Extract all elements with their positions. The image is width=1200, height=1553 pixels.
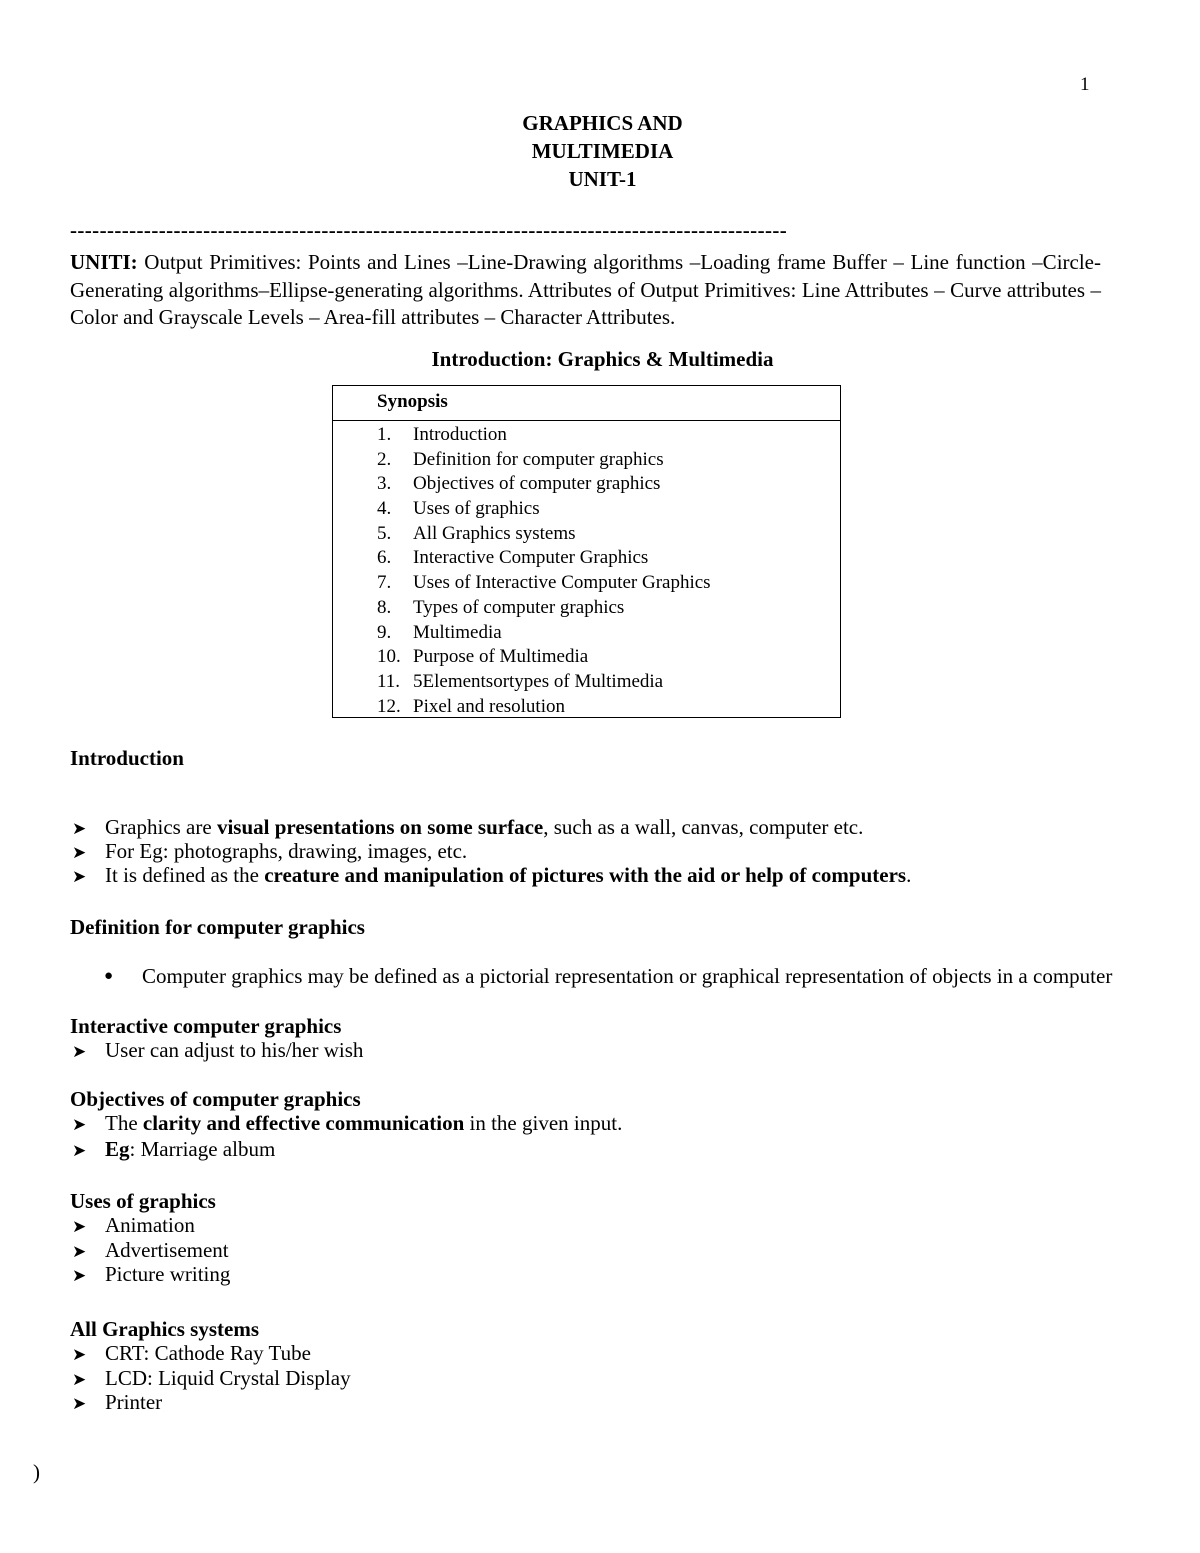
- list-item: [333, 695, 840, 720]
- item-text: Picture writing: [105, 1262, 231, 1286]
- item-text: CRT: Cathode Ray Tube: [105, 1341, 311, 1365]
- item-number: 2.: [377, 448, 392, 470]
- list-item: [72, 1366, 351, 1391]
- list-item: [72, 1213, 195, 1238]
- item-bold-text: Eg: [105, 1137, 130, 1161]
- list-item: [333, 497, 840, 522]
- synopsis-list: [333, 423, 840, 719]
- arrow-bullet-icon: ➤: [72, 1042, 87, 1061]
- footer-mark: ): [33, 1460, 40, 1484]
- list-item: [333, 472, 840, 497]
- item-bold-text: visual presentations on some surface: [216, 815, 544, 839]
- item-text: Animation: [105, 1213, 195, 1237]
- list-item: [72, 839, 467, 864]
- item-text: 5Elementsortypes of Multimedia: [413, 670, 664, 692]
- item-number: 8.: [377, 596, 392, 618]
- list-item: [72, 863, 911, 888]
- item-text: It is defined as the: [105, 863, 265, 887]
- arrow-bullet-icon: ➤: [72, 1217, 87, 1236]
- arrow-bullet-icon: ➤: [72, 1345, 87, 1364]
- item-number: 7.: [377, 572, 392, 594]
- list-item: [72, 1111, 622, 1136]
- arrow-bullet-icon: ➤: [72, 819, 87, 838]
- list-item: [72, 1238, 229, 1263]
- list-item: [72, 1137, 275, 1162]
- list-item: [333, 645, 840, 670]
- item-number: 3.: [377, 473, 392, 495]
- item-text: Introduction: [413, 424, 507, 445]
- unit-syllabus: [70, 249, 1101, 332]
- item-number: 9.: [377, 621, 392, 643]
- doc-title-line-1: GRAPHICS AND: [522, 111, 683, 135]
- item-number: 4.: [377, 498, 392, 520]
- arrow-bullet-icon: ➤: [72, 867, 87, 886]
- list-item: [72, 1341, 311, 1366]
- introduction-heading: Introduction: [70, 746, 184, 770]
- separator-line: -------------------------------------------------------------------------------------------------: [70, 218, 788, 240]
- uses-heading: Uses of graphics: [70, 1189, 216, 1213]
- list-item: [333, 621, 840, 646]
- list-item: [72, 1262, 230, 1287]
- doc-title-line-3: UNIT-1: [568, 167, 637, 191]
- list-item: [333, 596, 840, 621]
- doc-title-line-2: MULTIMEDIA: [531, 139, 674, 163]
- synopsis-table: [332, 385, 841, 718]
- item-text: LCD: Liquid Crystal Display: [105, 1366, 351, 1390]
- item-text: Pixel and resolution: [413, 695, 565, 717]
- item-text: , such as a wall, canvas, computer etc.: [543, 815, 864, 839]
- item-text: Purpose of Multimedia: [413, 646, 589, 668]
- arrow-bullet-icon: ➤: [72, 1115, 87, 1134]
- list-item: [72, 1390, 162, 1415]
- list-item: [333, 448, 840, 473]
- objectives-heading: Objectives of computer graphics: [70, 1087, 361, 1111]
- arrow-bullet-icon: ➤: [72, 1242, 87, 1261]
- syllabus-text: Output Primitives: Points and Lines –Line-Drawing algorithms –Loading frame Buffer – Line function –Circle-Generating algorithms–Ellipse-generating algorithms. Attributes of Output Primitives: Line Attributes – Curve attributes – Color and Grayscale Levels – Area-fill attributes – Character Attributes.: [70, 250, 1101, 329]
- arrow-bullet-icon: ➤: [72, 1394, 87, 1413]
- item-text: Types of computer graphics: [413, 596, 625, 618]
- item-text: The: [105, 1111, 143, 1135]
- item-bold-text: clarity and effective communication: [142, 1111, 465, 1135]
- synopsis-heading: Synopsis: [333, 386, 840, 421]
- arrow-bullet-icon: ➤: [72, 1370, 87, 1389]
- list-item: [72, 1038, 363, 1063]
- item-number: 6.: [377, 547, 392, 569]
- syllabus-label: UNITI:: [70, 250, 138, 274]
- systems-heading: All Graphics systems: [70, 1317, 259, 1341]
- list-item: [333, 522, 840, 547]
- interactive-heading: Interactive computer graphics: [70, 1014, 342, 1038]
- item-text: Uses of Interactive Computer Graphics: [413, 572, 711, 594]
- definition-heading: Definition for computer graphics: [70, 915, 365, 939]
- list-item: [333, 670, 840, 695]
- item-text: .: [906, 863, 912, 887]
- item-text: Computer graphics may be defined as a pictorial representation or graphical representation of objects in a computer: [142, 964, 1113, 988]
- item-text: in the given input.: [464, 1111, 623, 1135]
- arrow-bullet-icon: ➤: [72, 1266, 87, 1285]
- item-text: For Eg: photographs, drawing, images, etc.: [105, 839, 468, 863]
- item-text: Printer: [105, 1390, 163, 1414]
- item-text: Definition for computer graphics: [413, 448, 664, 470]
- item-number: 1.: [377, 424, 392, 445]
- list-item: [72, 815, 863, 840]
- arrow-bullet-icon: ➤: [72, 843, 87, 862]
- list-item: [333, 571, 840, 596]
- item-text: User can adjust to his/her wish: [105, 1038, 364, 1062]
- item-number: 5.: [377, 522, 392, 544]
- item-text: Objectives of computer graphics: [413, 473, 661, 495]
- item-text: Uses of graphics: [413, 498, 540, 520]
- arrow-bullet-icon: ➤: [72, 1141, 87, 1160]
- list-item: [104, 964, 1124, 989]
- page-number: 1: [1080, 74, 1090, 95]
- item-bold-text: creature and manipulation of pictures with the aid or help of computers: [264, 863, 907, 887]
- dot-bullet-icon: ●: [104, 968, 114, 984]
- intro-heading: Introduction: Graphics & Multimedia: [431, 347, 774, 371]
- list-item: [333, 546, 840, 571]
- item-text: Interactive Computer Graphics: [413, 547, 649, 569]
- item-text: Multimedia: [413, 621, 502, 643]
- item-number: 10.: [377, 646, 401, 668]
- item-text: Graphics are: [105, 815, 217, 839]
- item-text: : Marriage album: [129, 1137, 276, 1161]
- item-text: Advertisement: [105, 1238, 229, 1262]
- item-number: 12.: [377, 695, 401, 717]
- item-text: All Graphics systems: [413, 522, 576, 544]
- list-item: [333, 423, 840, 448]
- item-number: 11.: [377, 670, 401, 692]
